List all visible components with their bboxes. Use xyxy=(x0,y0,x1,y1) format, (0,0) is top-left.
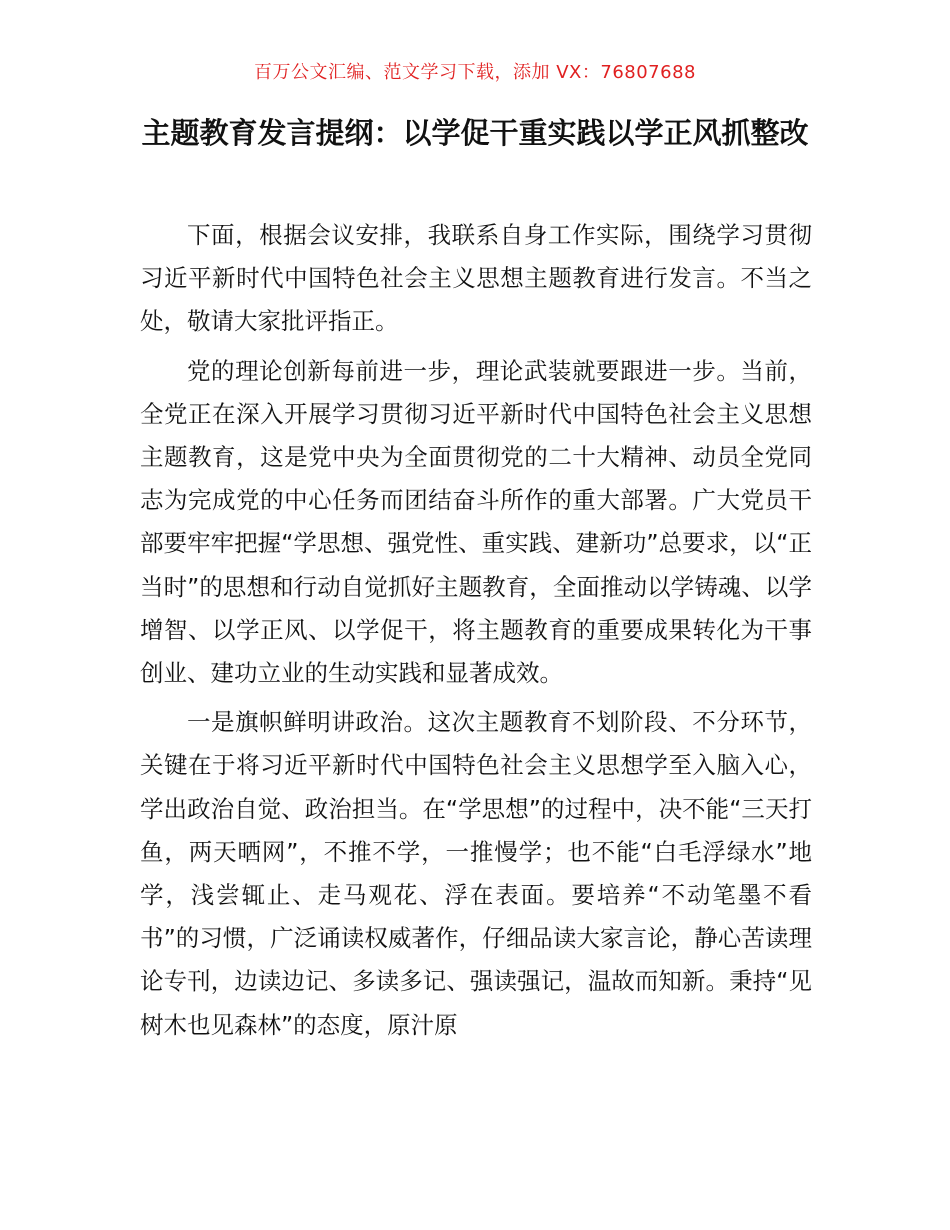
paragraph-politics: 一是旗帜鲜明讲政治。这次主题教育不划阶段、不分环节，关键在于将习近平新时代中国特色社会主义思想学至入脑入心，学出政治自觉、政治担当。在“学思想”的过程中，决不能“三天打鱼，两天晒网”，不推不学，一推慢学；也不能“白毛浮绿水”地学，浅尝辄止、走马观花、浮在表面。要培养“不动笔墨不看书”的习惯，广泛诵读权威著作，仔细品读大家言论，静心苦读理论专刊，边读边记、多读多记、强读强记，温故而知新。秉持“见树木也见森林”的态度，原汁原 xyxy=(140,708,812,1039)
document-title: 主题教育发言提纲：以学促干重实践以学正风抓整改 xyxy=(141,116,809,150)
paragraph-intro: 下面，根据会议安排，我联系自身工作实际，围绕学习贯彻习近平新时代中国特色社会主义思想主题教育进行发言。不当之处，敬请大家批评指正。 xyxy=(140,221,812,336)
paragraph-theory: 党的理论创新每前进一步，理论武装就要跟进一步。当前，全党正在深入开展学习贯彻习近平新时代中国特色社会主义思想主题教育，这是党中央为全面贯彻党的二十大精神、动员全党同志为完成党的中心任务而团结奋斗所作的重大部署。广大党员干部要牢牢把握“学思想、强党性、重实践、建新功”总要求，以“正当时”的思想和行动自觉抓好主题教育，全面推动以学铸魂、以学增智、以学正风、以学促干，将主题教育的重要成果转化为干事创业、建功立业的生动实践和显著成效。 xyxy=(140,356,812,688)
watermark-header: 百万公文汇编、范文学习下载，添加 VX：76807688 xyxy=(254,62,696,83)
document-body xyxy=(140,214,812,1053)
